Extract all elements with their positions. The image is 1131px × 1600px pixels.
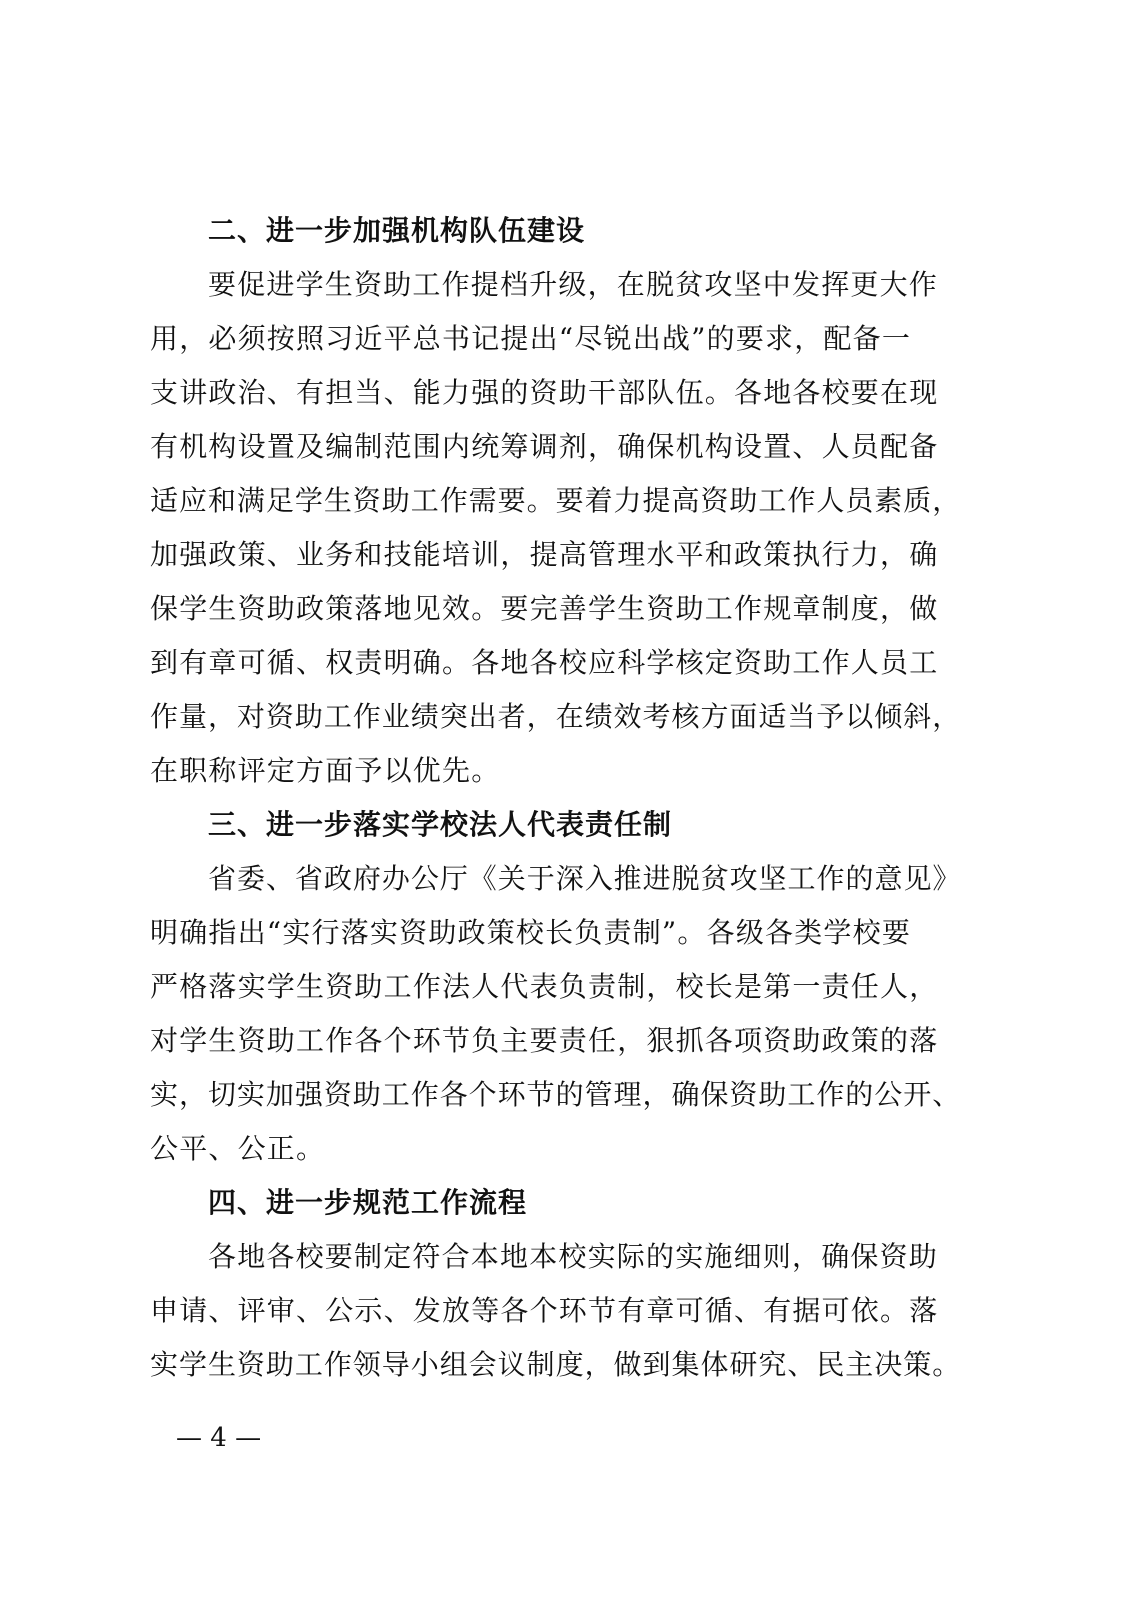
- text-line: 明确指出“实行落实资助政策校长负责制”。各级各类学校要: [150, 916, 912, 949]
- text-line: 支讲政治、有担当、能力强的资助干部队伍。各地各校要在现: [150, 376, 939, 409]
- text-line: 实，切实加强资助工作各个环节的管理，确保资助工作的公开、: [150, 1078, 962, 1111]
- text-line: 用，必须按照习近平总书记提出“尽锐出战”的要求，配备一: [150, 322, 912, 355]
- page-number: — 4 —: [176, 1423, 262, 1453]
- text-line: 各地各校要制定符合本地本校实际的实施细则，确保资助: [208, 1240, 939, 1273]
- text-line: 公平、公正。: [150, 1132, 326, 1165]
- text-line: 作量，对资助工作业绩突出者，在绩效考核方面适当予以倾斜，: [150, 700, 962, 733]
- text-line: 对学生资助工作各个环节负主要责任，狠抓各项资助政策的落: [150, 1024, 939, 1057]
- section-heading: 三、进一步落实学校法人代表责任制: [208, 808, 673, 841]
- section-heading: 二、进一步加强机构队伍建设: [208, 214, 586, 247]
- text-line: 要促进学生资助工作提档升级，在脱贫攻坚中发挥更大作: [208, 268, 939, 301]
- document-body: [150, 204, 964, 1392]
- section-paragraph: [150, 1230, 964, 1392]
- section-heading: 四、进一步规范工作流程: [208, 1186, 528, 1219]
- text-line: 加强政策、业务和技能培训，提高管理水平和政策执行力，确: [150, 538, 939, 571]
- text-line: 到有章可循、权责明确。各地各校应科学核定资助工作人员工: [150, 646, 939, 679]
- text-line: 适应和满足学生资助工作需要。要着力提高资助工作人员素质，: [150, 484, 962, 517]
- text-line: 严格落实学生资助工作法人代表负责制，校长是第一责任人，: [150, 970, 939, 1003]
- text-line: 保学生资助政策落地见效。要完善学生资助工作规章制度，做: [150, 592, 939, 625]
- section-paragraph: [150, 852, 964, 1176]
- text-line: 有机构设置及编制范围内统筹调剂，确保机构设置、人员配备: [150, 430, 939, 463]
- text-line: 在职称评定方面予以优先。: [150, 754, 501, 787]
- text-line: 省委、省政府办公厅《关于深入推进脱贫攻坚工作的意见》: [208, 862, 962, 895]
- text-line: 实学生资助工作领导小组会议制度，做到集体研究、民主决策。: [150, 1348, 962, 1381]
- text-line: 申请、评审、公示、发放等各个环节有章可循、有据可依。落: [150, 1294, 939, 1327]
- section-paragraph: [150, 258, 964, 798]
